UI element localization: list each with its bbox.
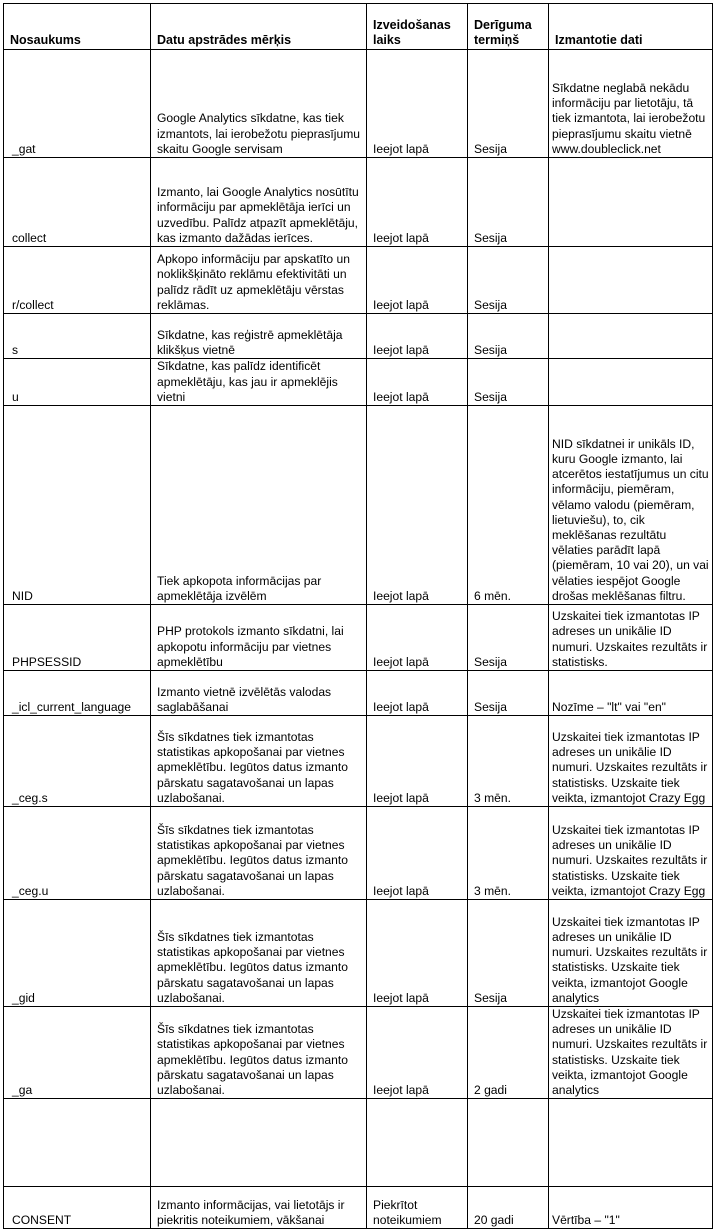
cell-created: Ieejot lapā <box>367 50 468 158</box>
cell-name: r/collect <box>4 247 151 314</box>
header-row <box>4 4 713 50</box>
cell-name <box>4 1099 151 1187</box>
table-row <box>4 716 713 807</box>
cell-created: Ieejot lapā <box>367 716 468 807</box>
cell-name: PHPSESSID <box>4 605 151 671</box>
cell-name: CONSENT <box>4 1187 151 1229</box>
cell-validity: Sesija <box>468 605 549 671</box>
cell-validity: Sesija <box>468 671 549 716</box>
cell-data-used: Vērtība – "1" <box>549 1187 713 1229</box>
cell-data-used <box>549 359 713 406</box>
cell-name: NID <box>4 406 151 605</box>
cell-purpose <box>151 1099 367 1187</box>
cell-data-used: Uzskaitei tiek izmantotas IP adreses un unikālie ID numuri. Uzskaites rezultāts ir statistisks. Uzskaite tiek veikta, izmantojot Crazy Egg <box>549 716 713 807</box>
cell-validity: Sesija <box>468 50 549 158</box>
table-row <box>4 671 713 716</box>
table-row <box>4 1007 713 1099</box>
cell-created: Ieejot lapā <box>367 314 468 359</box>
cell-validity: 20 gadi <box>468 1187 549 1229</box>
cell-created <box>367 1099 468 1187</box>
cell-created: Ieejot lapā <box>367 158 468 247</box>
cell-created: Piekrītot noteikumiem <box>367 1187 468 1229</box>
cell-data-used <box>549 314 713 359</box>
cell-created: Ieejot lapā <box>367 406 468 605</box>
cell-created: Ieejot lapā <box>367 671 468 716</box>
cell-purpose: Apkopo informāciju par apskatīto un noklikšķināto reklāmu efektivitāti un palīdz rādīt uz apmeklētāju vērstas reklāmas. <box>151 247 367 314</box>
cell-purpose: Sīkdatne, kas reģistrē apmeklētāja klikšķus vietnē <box>151 314 367 359</box>
cell-validity: 6 mēn. <box>468 406 549 605</box>
cell-name: u <box>4 359 151 406</box>
cell-name: _gat <box>4 50 151 158</box>
table-row <box>4 1099 713 1187</box>
cell-name: _ga <box>4 1007 151 1099</box>
cell-data-used <box>549 1099 713 1187</box>
cell-purpose: PHP protokols izmanto sīkdatni, lai apkopotu informāciju par vietnes apmeklētību <box>151 605 367 671</box>
cell-purpose: Šīs sīkdatnes tiek izmantotas statistikas apkopošanai par vietnes apmeklētību. Iegūtos datus izmanto pārskatu sagatavošanai un lapas uzlabošanai. <box>151 716 367 807</box>
cell-data-used: Nozīme – "lt" vai "en" <box>549 671 713 716</box>
cell-validity: Sesija <box>468 314 549 359</box>
header-validity: Derīguma termiņš <box>468 4 549 50</box>
cell-data-used: Uzskaitei tiek izmantotas IP adreses un unikālie ID numuri. Uzskaites rezultāts ir statistisks. <box>549 605 713 671</box>
cell-validity <box>468 1099 549 1187</box>
cell-purpose: Sīkdatne, kas palīdz identificēt apmeklētāju, kas jau ir apmeklējis vietni <box>151 359 367 406</box>
cell-purpose: Izmanto vietnē izvēlētās valodas saglabāšanai <box>151 671 367 716</box>
cell-name: _ceg.u <box>4 807 151 900</box>
cell-data-used: Uzskaitei tiek izmantotas IP adreses un unikālie ID numuri. Uzskaites rezultāts ir statistisks. Uzskaite tiek veikta, izmantojot Google analytics <box>549 900 713 1007</box>
cell-name: s <box>4 314 151 359</box>
table-row <box>4 359 713 406</box>
cell-purpose: Šīs sīkdatnes tiek izmantotas statistikas apkopošanai par vietnes apmeklētību. Iegūtos datus izmanto pārskatu sagatavošanai un lapas uzlabošanai. <box>151 900 367 1007</box>
cell-validity: Sesija <box>468 359 549 406</box>
table-row <box>4 247 713 314</box>
cell-validity: Sesija <box>468 158 549 247</box>
cell-created: Ieejot lapā <box>367 900 468 1007</box>
table-row <box>4 50 713 158</box>
table-row <box>4 605 713 671</box>
cell-validity: 2 gadi <box>468 1007 549 1099</box>
cookie-table <box>3 3 713 1229</box>
cell-purpose: Izmanto informācijas, vai lietotājs ir piekritis noteikumiem, vākšanai <box>151 1187 367 1229</box>
cell-data-used: Uzskaitei tiek izmantotas IP adreses un unikālie ID numuri. Uzskaites rezultāts ir statistisks. Uzskaite tiek veikta, izmantojot Google analytics <box>549 1007 713 1099</box>
table-row <box>4 1187 713 1229</box>
cell-name: _gid <box>4 900 151 1007</box>
cell-data-used: Uzskaitei tiek izmantotas IP adreses un unikālie ID numuri. Uzskaites rezultāts ir statistisks. Uzskaite tiek veikta, izmantojot Crazy Egg <box>549 807 713 900</box>
table-row <box>4 314 713 359</box>
cell-created: Ieejot lapā <box>367 807 468 900</box>
header-data-used: Izmantotie dati <box>549 4 713 50</box>
cell-created: Ieejot lapā <box>367 247 468 314</box>
cell-purpose: Izmanto, lai Google Analytics nosūtītu informāciju par apmeklētāja ierīci un uzvedību. Palīdz atpazīt apmeklētāju, kas izmanto dažādas ierīces. <box>151 158 367 247</box>
cell-name: _ceg.s <box>4 716 151 807</box>
cell-name: collect <box>4 158 151 247</box>
cell-created: Ieejot lapā <box>367 605 468 671</box>
cell-created: Ieejot lapā <box>367 1007 468 1099</box>
cell-purpose: Tiek apkopota informācijas par apmeklētāja izvēlēm <box>151 406 367 605</box>
cell-name: _icl_current_language <box>4 671 151 716</box>
cell-purpose: Google Analytics sīkdatne, kas tiek izmantots, lai ierobežotu pieprasījumu skaitu Google servisam <box>151 50 367 158</box>
cell-purpose: Šīs sīkdatnes tiek izmantotas statistikas apkopošanai par vietnes apmeklētību. Iegūtos datus izmanto pārskatu sagatavošanai un lapas uzlabošanai. <box>151 1007 367 1099</box>
cell-data-used: NID sīkdatnei ir unikāls ID, kuru Google izmanto, lai atcerētos iestatījumus un citu informāciju, piemēram, vēlamo valodu (piemēram, lietuviešu), to, cik meklēšanas rezultātu vēlaties parādīt lapā (piemēram, 10 vai 20), un vai vēlaties iespējot Google drošas meklēšanas filtru. <box>549 406 713 605</box>
cell-data-used: Sīkdatne neglabā nekādu informāciju par lietotāju, tā tiek izmantota, lai ierobežotu pieprasījumu skaitu vietnē www.doubleclick.net <box>549 50 713 158</box>
cell-validity: Sesija <box>468 247 549 314</box>
table-row <box>4 900 713 1007</box>
cell-validity: 3 mēn. <box>468 807 549 900</box>
cell-data-used <box>549 158 713 247</box>
table-row <box>4 807 713 900</box>
table-row <box>4 406 713 605</box>
table-row <box>4 158 713 247</box>
cell-validity: 3 mēn. <box>468 716 549 807</box>
header-name: Nosaukums <box>4 4 151 50</box>
cell-data-used <box>549 247 713 314</box>
cell-purpose: Šīs sīkdatnes tiek izmantotas statistikas apkopošanai par vietnes apmeklētību. Iegūtos datus izmanto pārskatu sagatavošanai un lapas uzlabošanai. <box>151 807 367 900</box>
header-purpose: Datu apstrādes mērķis <box>151 4 367 50</box>
cell-created: Ieejot lapā <box>367 359 468 406</box>
header-created: Izveidošanas laiks <box>367 4 468 50</box>
cell-validity: Sesija <box>468 900 549 1007</box>
